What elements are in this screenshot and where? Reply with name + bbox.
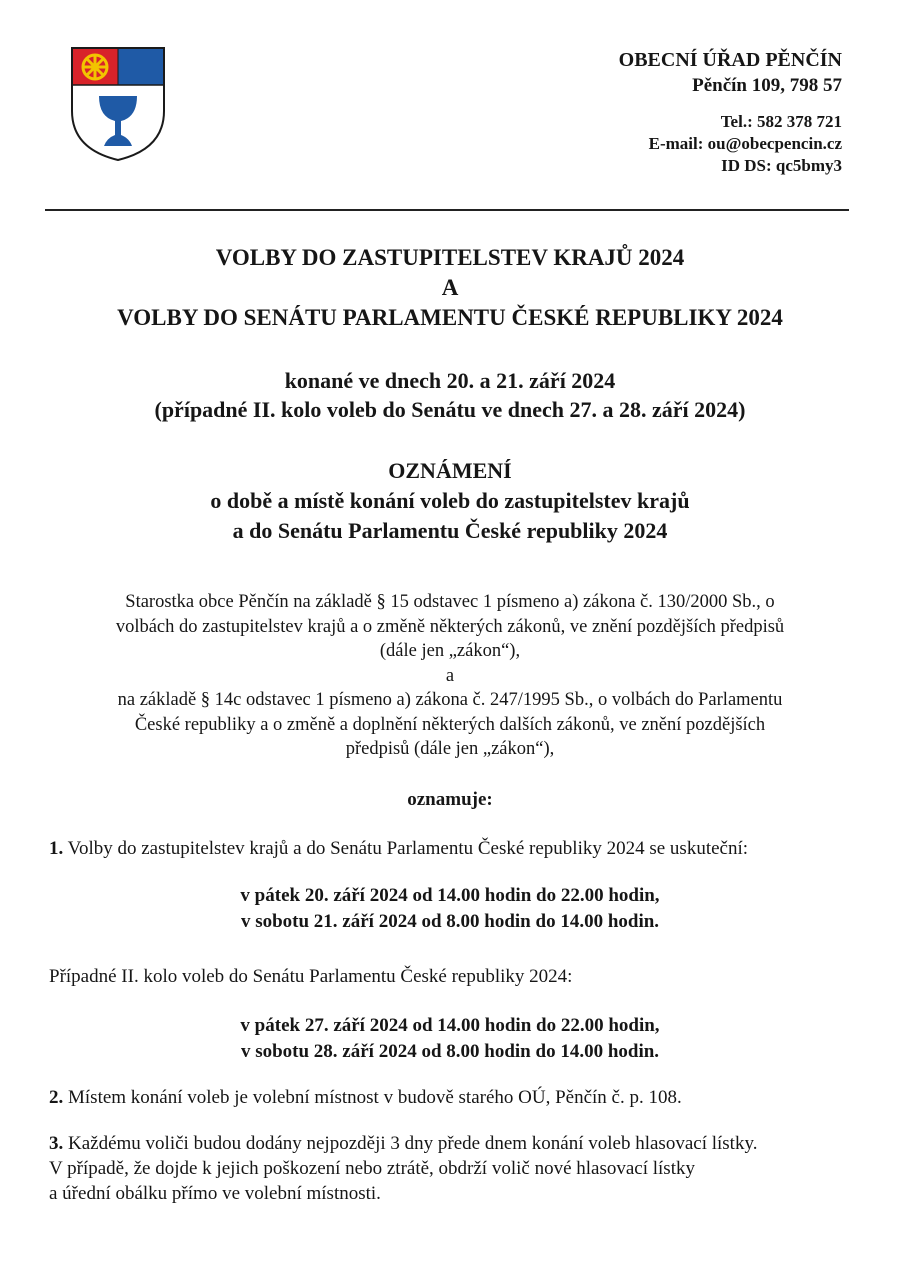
item-1 (49, 836, 869, 861)
intro-line: předpisů (dále jen „zákon“), (345, 739, 555, 759)
item-3 (49, 1131, 869, 1206)
intro-paragraph (40, 590, 860, 762)
item-1-text: Volby do zastupitelstev krajů a do Senátu Parlamentu České republiky 2024 se uskuteční: (67, 838, 749, 859)
title-line-2: A (441, 275, 459, 300)
title-line-1: VOLBY DO ZASTUPITELSTEV KRAJŮ 2024 (215, 245, 685, 270)
item-2-text: Místem konání voleb je volební místnost v budově starého OÚ, Pěnčín č. p. 108. (68, 1087, 682, 1108)
intro-line: Starostka obce Pěnčín na základě § 15 odstavec 1 písmeno a) zákona č. 130/2000 Sb., o (125, 592, 775, 612)
dates-line-2: (případné II. kolo voleb do Senátu ve dnech 27. a 28. září 2024) (154, 397, 746, 422)
item-3-line: V případě, že dojde k jejich poškození nebo ztrátě, obdrží volič nové hlasovací lístky (49, 1158, 695, 1179)
office-address: Pěnčín 109, 798 57 (692, 75, 842, 96)
time-line: v pátek 27. září 2024 od 14.00 hodin do 22.00 hodin, (240, 1015, 660, 1036)
item-3-line: Každému voliči budou dodány nejpozději 3 dny přede dnem konání voleb hlasovací lístky. (68, 1133, 758, 1154)
office-phone: Tel.: 582 378 721 (720, 112, 842, 131)
announcement-line-1: o době a místě konání voleb do zastupitelstev krajů (210, 488, 690, 513)
office-data-box-id: ID DS: qc5bmy3 (721, 156, 842, 175)
intro-line: České republiky a o změně a doplnění některých dalších zákonů, ve znění pozdějších (134, 714, 766, 735)
time-line: v sobotu 21. září 2024 od 8.00 hodin do 14.00 hodin. (240, 911, 660, 932)
election-dates (0, 366, 900, 424)
item-3-line: a úřední obálku přímo ve volební místnosti. (49, 1183, 381, 1204)
municipal-coat-of-arms-icon (69, 45, 167, 163)
announcement-title: OZNÁMENÍ (388, 458, 512, 483)
item-2 (49, 1085, 869, 1110)
intro-line: na základě § 14c odstavec 1 písmeno a) zákona č. 247/1995 Sb., o volbách do Parlamentu (117, 690, 783, 710)
announcement-line-2: a do Senátu Parlamentu České republiky 2024 (232, 518, 668, 543)
office-contacts (619, 111, 842, 177)
second-round-times (0, 1013, 900, 1065)
office-header (619, 47, 842, 177)
item-3-number: 3. (49, 1133, 64, 1154)
intro-line: (dále jen „zákon“), (379, 641, 521, 661)
time-line: v pátek 20. září 2024 od 14.00 hodin do 22.00 hodin, (240, 885, 660, 906)
dates-line-1: konané ve dnech 20. a 21. září 2024 (284, 368, 616, 393)
item-2-number: 2. (49, 1087, 64, 1108)
first-round-times (0, 883, 900, 935)
time-line: v sobotu 28. září 2024 od 8.00 hodin do 14.00 hodin. (240, 1041, 660, 1062)
item-1-number: 1. (49, 838, 64, 859)
second-round-heading: Případné II. kolo voleb do Senátu Parlamentu České republiky 2024: (49, 966, 573, 987)
intro-line: volbách do zastupitelstev krajů a o změně některých zákonů, ve znění pozdějších předpisů (115, 616, 785, 637)
announcement-heading (0, 456, 900, 546)
office-email: E-mail: ou@obecpencin.cz (648, 134, 842, 153)
document-title (0, 243, 900, 333)
intro-line: a (445, 665, 455, 686)
office-name: OBECNÍ ÚŘAD PĚNČÍN (618, 49, 842, 71)
title-line-3: VOLBY DO SENÁTU PARLAMENTU ČESKÉ REPUBLIKY 2024 (117, 305, 783, 330)
announces-label: oznamuje: (407, 789, 493, 810)
header-divider (45, 209, 849, 211)
